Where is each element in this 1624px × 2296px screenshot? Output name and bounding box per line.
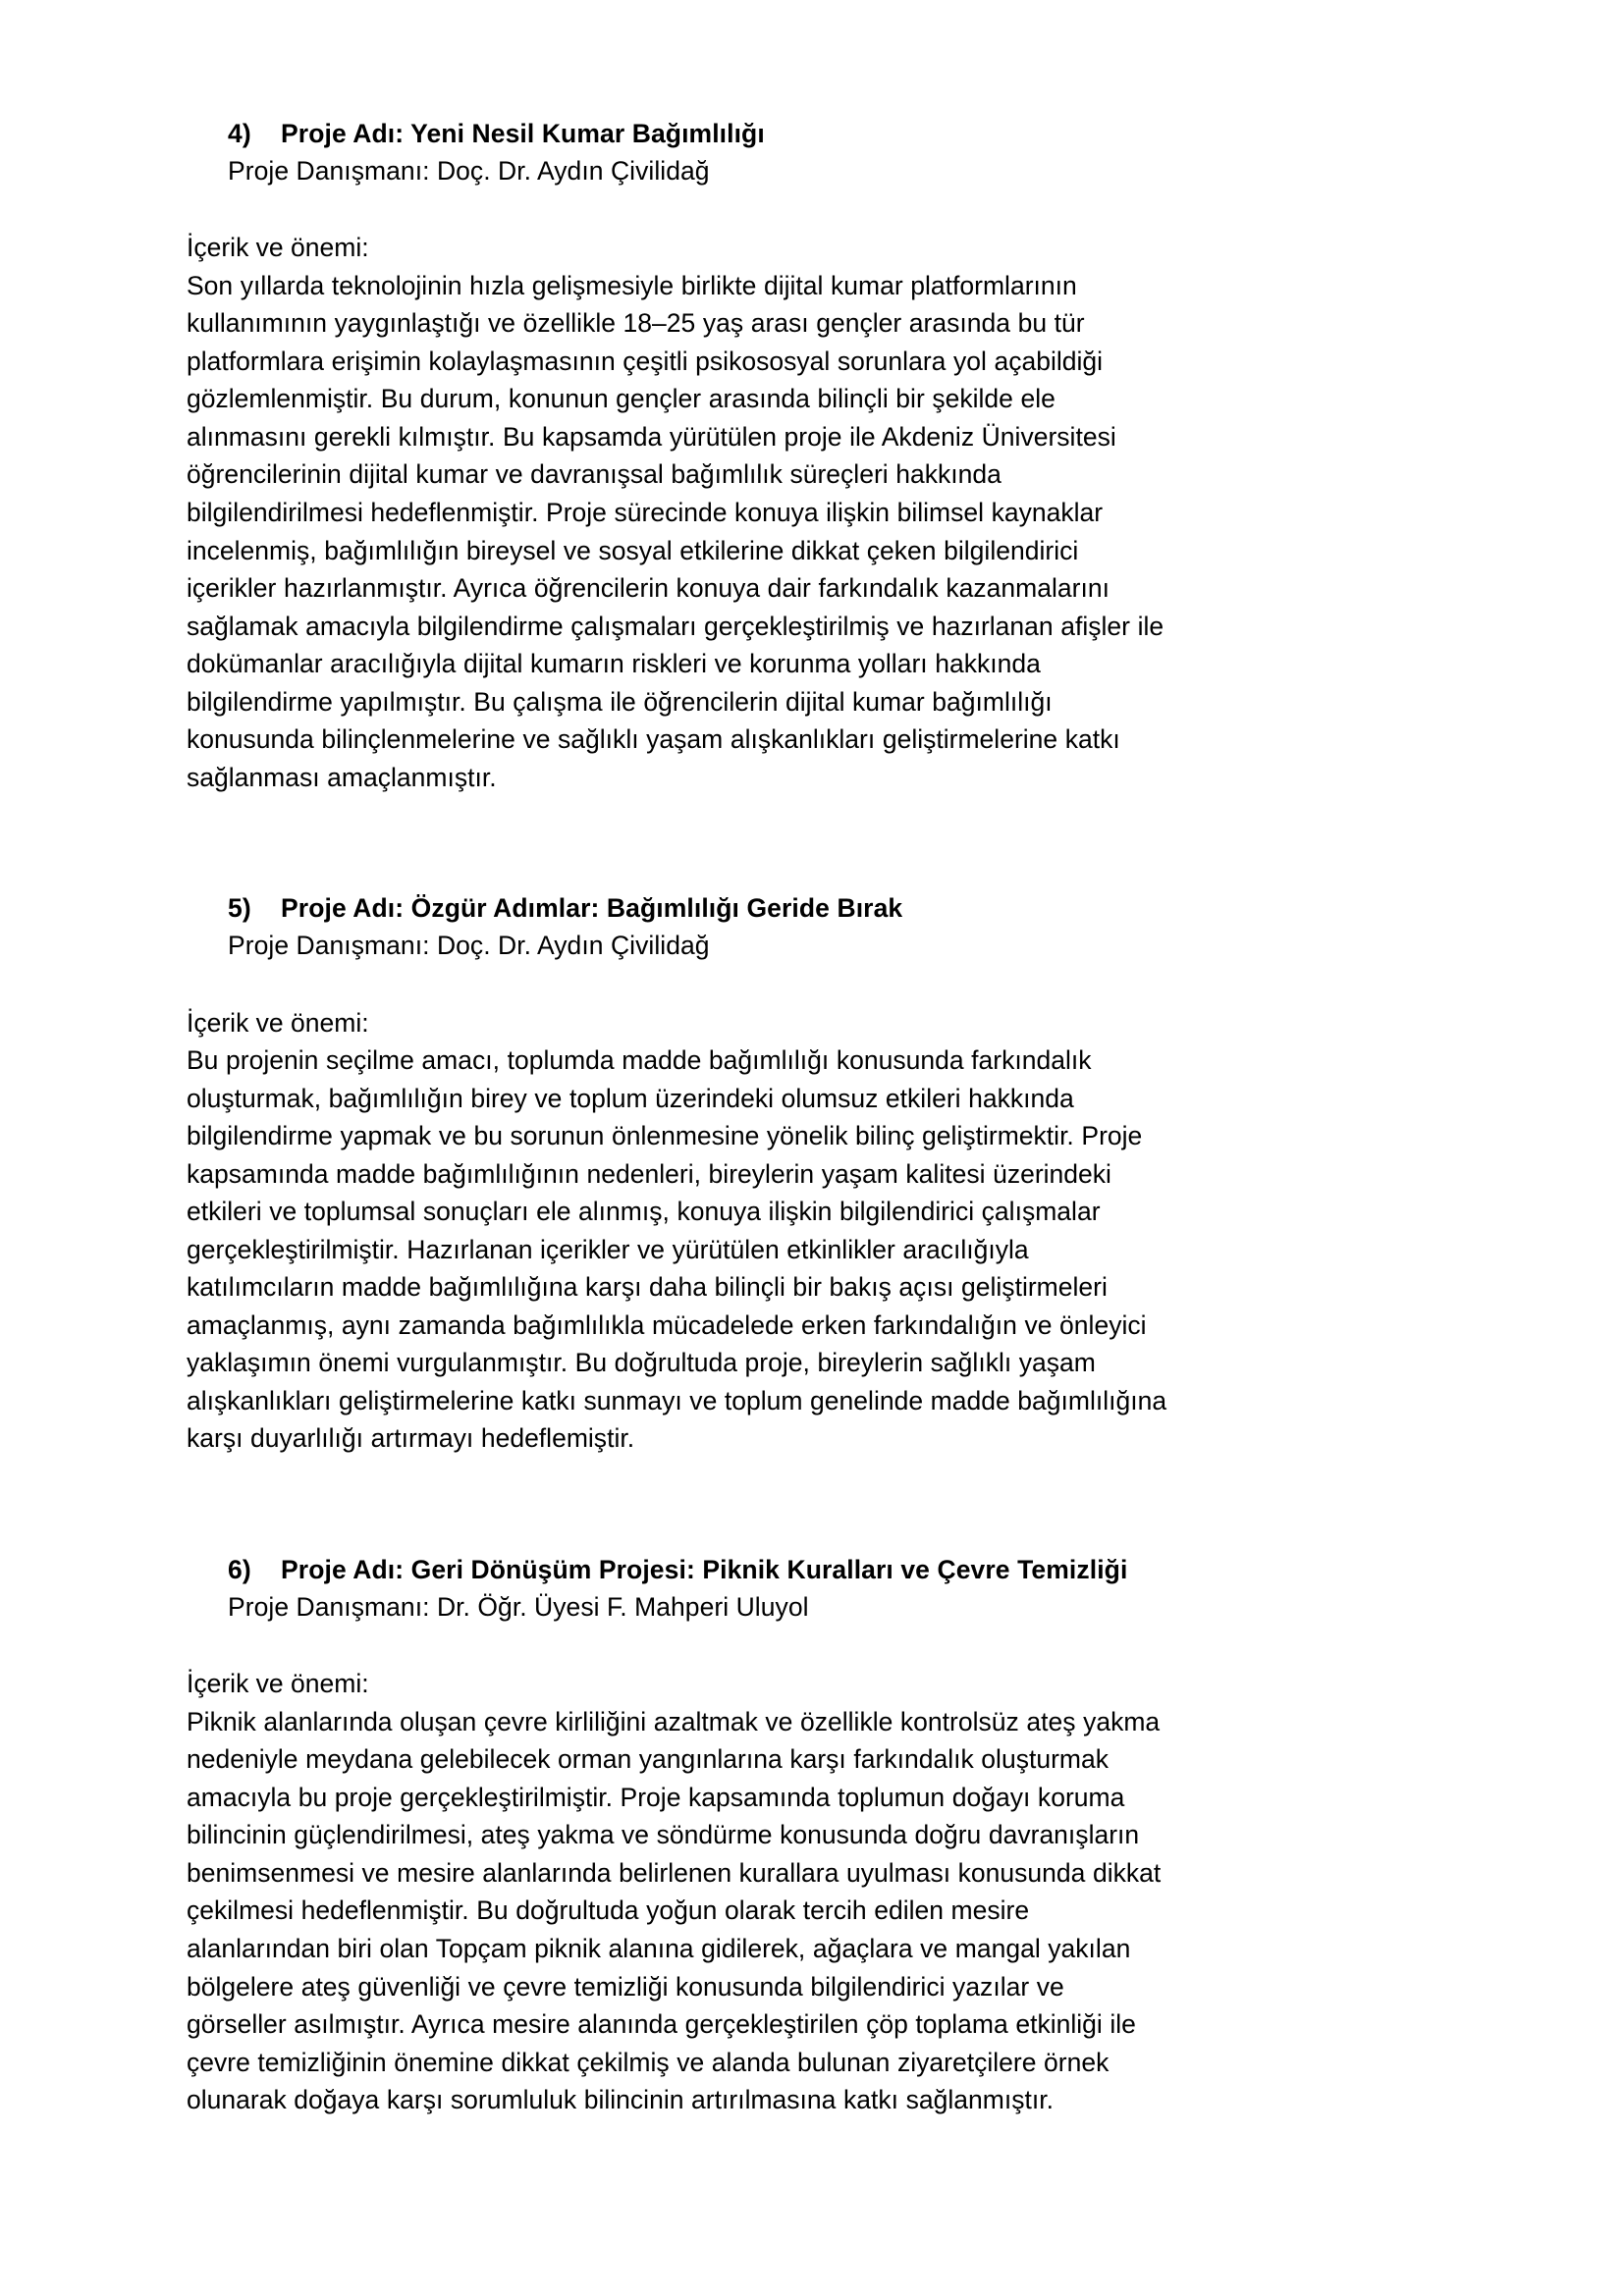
document-content	[187, 116, 1168, 2119]
spacer	[187, 189, 1168, 229]
project-number-6: 6)	[228, 1555, 251, 1585]
content-label-6: İçerik ve önemi:	[187, 1669, 369, 1699]
project-body-6: Piknik alanlarında oluşan çevre kirliliğini azaltmak ve özellikle kontrolsüz ateş yakma nedeniyle meydana gelebilecek orman yangınlarına karşı farkındalık oluşturmak amacıyla bu proje gerçekleştirilmiştir. Proje kapsamında toplumun doğayı koruma bilincinin güçlendirilmesi, ateş yakma ve söndürme konusunda doğru davranışların benimsenmesi ve mesire alanlarında belirlenen kurallara uyulması konusunda dikkat çekilmesi hedeflenmiştir. Bu doğrultuda yoğun olarak tercih edilen mesire alanlarından biri olan Topçam piknik alanına gidilerek, ağaçlara ve mangal yakılan bölgelere ateş güvenliği ve çevre temizliği konusunda bilgilendirici yazılar ve görseller asılmıştır. Ayrıca mesire alanında gerçekleştirilen çöp toplama etkinliği ile çevre temizliğinin önemine dikkat çekilmiş ve alanda bulunan ziyaretçilere örnek olunarak doğaya karşı sorumluluk bilincinin artırılmasına katkı sağlanmıştır.	[187, 1706, 1162, 2115]
project-number-5: 5)	[228, 893, 251, 924]
spacer	[187, 965, 1168, 1004]
project-title-4: Proje Adı: Yeni Nesil Kumar Bağımlılığı	[281, 119, 765, 148]
project-body-4: Son yıllarda teknolojinin hızla gelişmesiyle birlikte dijital kumar platformlarının kullanımının yaygınlaştığı ve özellikle 18–25 yaş arası gençler arasında bu tür platformlara erişimin kolaylaşmasının çeşitli psikososyal sorunlara yol açabildiği gözlemlenmiştir. Bu durum, konunun gençler arasında bilinçli bir şekilde ele alınmasını gerekli kılmıştır. Bu kapsamda yürütülen proje ile Akdeniz Üniversitesi öğrencilerinin dijital kumar ve davranışsal bağımlılık süreçleri hakkında bilgilendirilmesi hedeflenmiştir. Proje sürecinde konuya ilişkin bilimsel kaynaklar incelenmiş, bağımlılığın bireysel ve sosyal etkilerine dikkat çeken bilgilendirici içerikler hazırlanmıştır. Ayrıca öğrencilerin konuya dair farkındalık kazanmalarını sağlamak amacıyla bilgilendirme çalışmaları gerçekleştirilmiş ve hazırlanan afişler ile dokümanlar aracılığıyla dijital kumarın riskleri ve korunma yolları hakkında bilgilendirme yapılmıştır. Bu çalışma ile öğrencilerin dijital kumar bağımlılığı konusunda bilinçlenmelerine ve sağlıklı yaşam alışkanlıkları geliştirmelerine katkı sağlanması amaçlanmıştır.	[187, 270, 1164, 792]
project-entry-4	[187, 116, 1168, 796]
project-body-5: Bu projenin seçilme amacı, toplumda madde bağımlılığı konusunda farkındalık oluşturmak, bağımlılığın birey ve toplum üzerindeki olumsuz etkileri hakkında bilgilendirme yapmak ve bu sorunun önlenmesine yönelik bilinç geliştirmektir. Proje kapsamında madde bağımlılığının nedenleri, bireylerin yaşam kalitesi üzerindeki etkileri ve toplumsal sonuçları ele alınmış, konuya ilişkin bilgilendirici çalışmalar gerçekleştirilmiştir. Hazırlanan içerikler ve yürütülen etkinlikler aracılığıyla katılımcıların madde bağımlılığına karşı daha bilinçli bir bakış açısı geliştirmeleri amaçlanmış, aynı zamanda bağımlılıkla mücadelede erken farkındalığın ve önleyici yaklaşımın önemi vurgulanmıştır. Bu doğrultuda proje, bireylerin sağlıklı yaşam alışkanlıkları geliştirmelerine katkı sunmayı ve toplum genelinde madde bağımlılığına karşı duyarlılığı artırmayı hedeflemiştir.	[187, 1045, 1167, 1454]
project-advisor-5: Proje Danışmanı: Doç. Dr. Aydın Çivilidağ	[228, 930, 710, 960]
project-title-5: Proje Adı: Özgür Adımlar: Bağımlılığı Geride Bırak	[281, 893, 903, 924]
project-advisor-4: Proje Danışmanı: Doç. Dr. Aydın Çivilidağ	[228, 155, 710, 186]
project-number-4: 4)	[228, 119, 251, 148]
spacer	[187, 1626, 1168, 1665]
project-title-6: Proje Adı: Geri Dönüşüm Projesi: Piknik Kuralları ve Çevre Temizliği	[281, 1555, 1128, 1585]
project-entry-6	[187, 1552, 1168, 2119]
project-advisor-6: Proje Danışmanı: Dr. Öğr. Üyesi F. Mahperi Uluyol	[228, 1591, 809, 1622]
content-label-5: İçerik ve önemi:	[187, 1007, 369, 1038]
spacer	[187, 1458, 1168, 1552]
spacer	[187, 796, 1168, 890]
project-heading-6	[228, 1552, 1168, 1589]
content-label-4: İçerik ve önemi:	[187, 233, 369, 263]
project-heading-5	[228, 890, 1168, 928]
project-heading-4	[228, 116, 1168, 153]
project-entry-5	[187, 890, 1168, 1458]
